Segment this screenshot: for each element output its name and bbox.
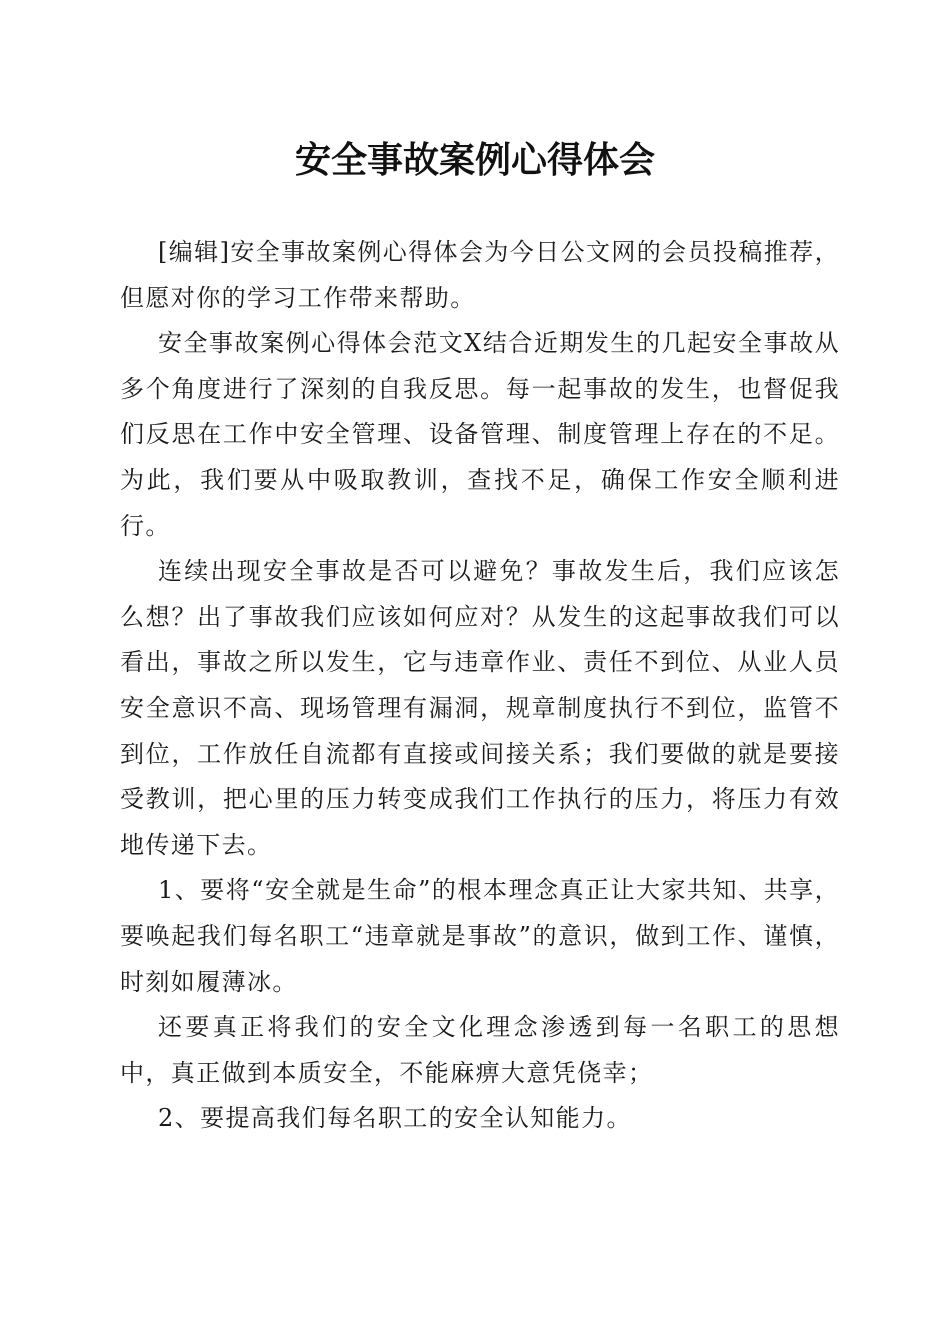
paragraph-intro: [编辑]安全事故案例心得体会为今日公文网的会员投稿推荐，但愿对你的学习工作带来帮助。 (120, 238, 840, 312)
paragraph-point-1: 1、要将“安全就是生命”的根本理念真正让大家共知、共享，要唤起我们每名职工“违章就是事故”的意识，做到工作、谨慎，时刻如履薄冰。 (120, 876, 840, 996)
document-title: 安全事故案例心得体会 (294, 139, 655, 181)
paragraph-culture: 还要真正将我们的安全文化理念渗透到每一名职工的思想中，真正做到本质安全，不能麻痹大意凭侥幸； (120, 1013, 840, 1087)
paragraph-questions: 连续出现安全事故是否可以避免？事故发生后，我们应该怎么想？出了事故我们应该如何应对？从发生的这起事故我们可以看出，事故之所以发生，它与违章作业、责任不到位、从业人员安全意识不高、现场管理有漏洞，规章制度执行不到位，监管不到位，工作放任自流都有直接或间接关系；我们要做的就是要接受教训，把心里的压力转变成我们工作执行的压力，将压力有效地传递下去。 (120, 557, 840, 859)
paragraph-point-2: 2、要提高我们每名职工的安全认知能力。 (158, 1104, 632, 1133)
paragraph-reflection: 安全事故案例心得体会范文X结合近期发生的几起安全事故从多个角度进行了深刻的自我反思。每一起事故的发生，也督促我们反思在工作中安全管理、设备管理、制度管理上存在的不足。为此，我们要从中吸取教训，查找不足，确保工作安全顺利进行。 (120, 329, 840, 540)
document-body (120, 230, 840, 1142)
